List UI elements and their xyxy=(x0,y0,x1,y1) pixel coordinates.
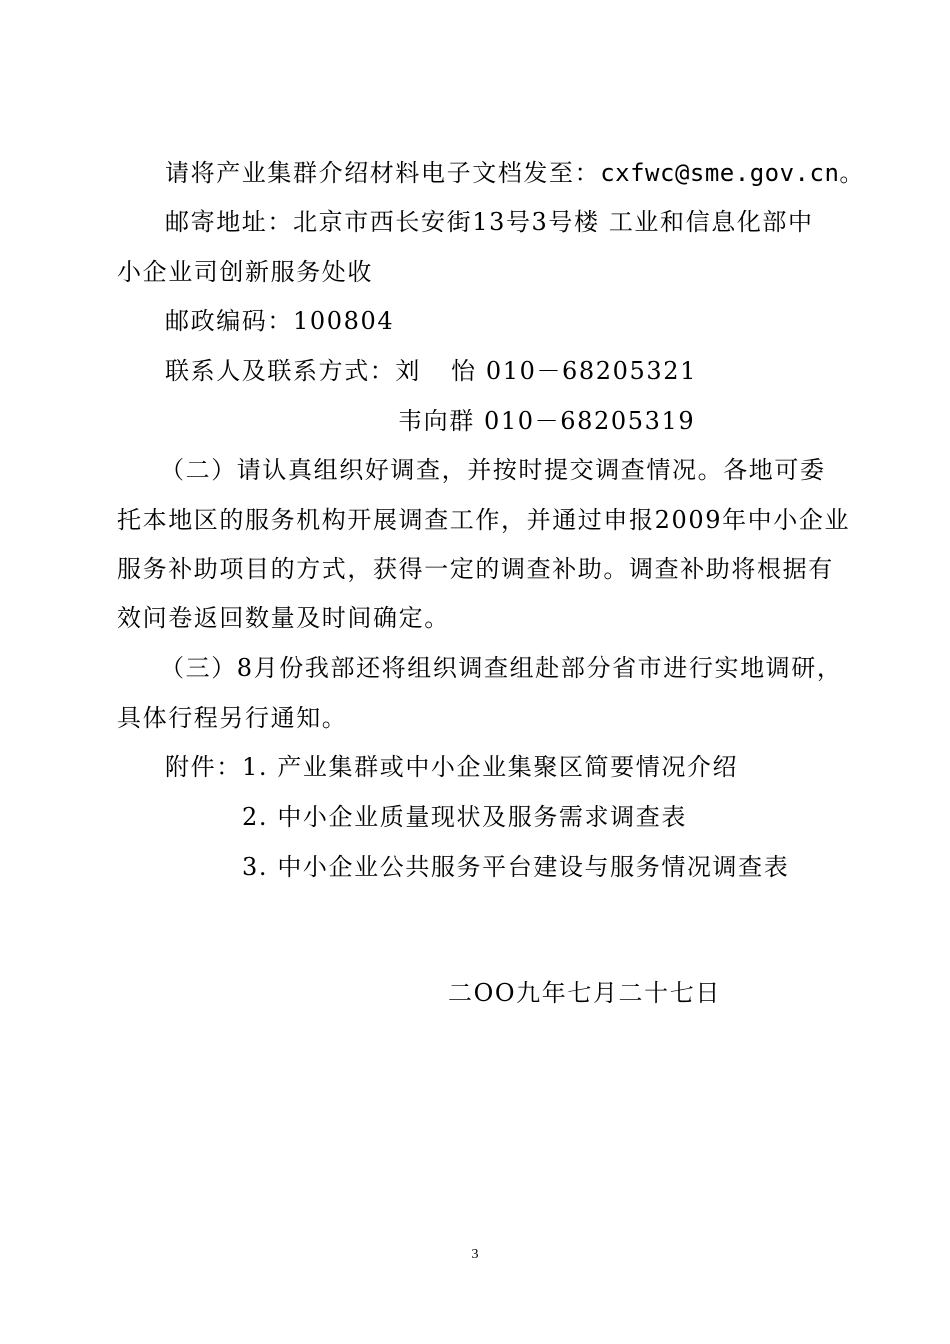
contact-phone-2: 010－68205319 xyxy=(484,407,696,435)
attachments-label: 附件： xyxy=(165,753,242,781)
section-3-line-2: 具体行程另行通知。 xyxy=(117,704,348,732)
section-2-line-1: （二）请认真组织好调查，并按时提交调查情况。各地可委 xyxy=(160,456,826,484)
contact-line-2 xyxy=(398,406,695,436)
email-address[interactable]: cxfwc@sme.gov.cn。 xyxy=(600,159,864,187)
contact-label: 联系人及联系方式：刘 xyxy=(165,357,421,385)
page-number: 3 xyxy=(471,1247,479,1262)
document-date: 二OO九年七月二十七日 xyxy=(448,979,721,1007)
contact-phone-1: 010－68205321 xyxy=(485,357,698,385)
mailing-address-line-2: 小企业司创新服务处收 xyxy=(117,258,373,286)
section-2-line-2: 托本地区的服务机构开展调查工作，并通过申报2009年中小企业 xyxy=(117,506,851,534)
section-2-line-4: 效问卷返回数量及时间确定。 xyxy=(117,604,450,632)
section-2-line-3: 服务补助项目的方式，获得一定的调查补助。调查补助将根据有 xyxy=(117,555,834,583)
postcode-line: 邮政编码：100804 xyxy=(165,307,395,335)
email-instruction-text: 请将产业集群介绍材料电子文档发至： xyxy=(165,159,601,187)
section-3-line-1: （三）8月份我部还将组织调查组赴部分省市进行实地调研， xyxy=(160,654,843,682)
contact-line-1 xyxy=(165,356,697,386)
email-instruction-line xyxy=(165,158,864,188)
contact-name-2: 韦向群 xyxy=(398,407,475,435)
attachment-item-1: 1. 产业集群或中小企业集聚区简要情况介绍 xyxy=(242,753,739,781)
attachment-item-2: 2. 中小企业质量现状及服务需求调查表 xyxy=(242,803,687,831)
contact-name-1-tail: 怡 xyxy=(451,357,477,385)
attachment-item-3: 3. 中小企业公共服务平台建设与服务情况调查表 xyxy=(242,853,790,881)
mailing-address-line-1: 邮寄地址：北京市西长安街13号3号楼 工业和信息化部中 xyxy=(165,208,814,236)
